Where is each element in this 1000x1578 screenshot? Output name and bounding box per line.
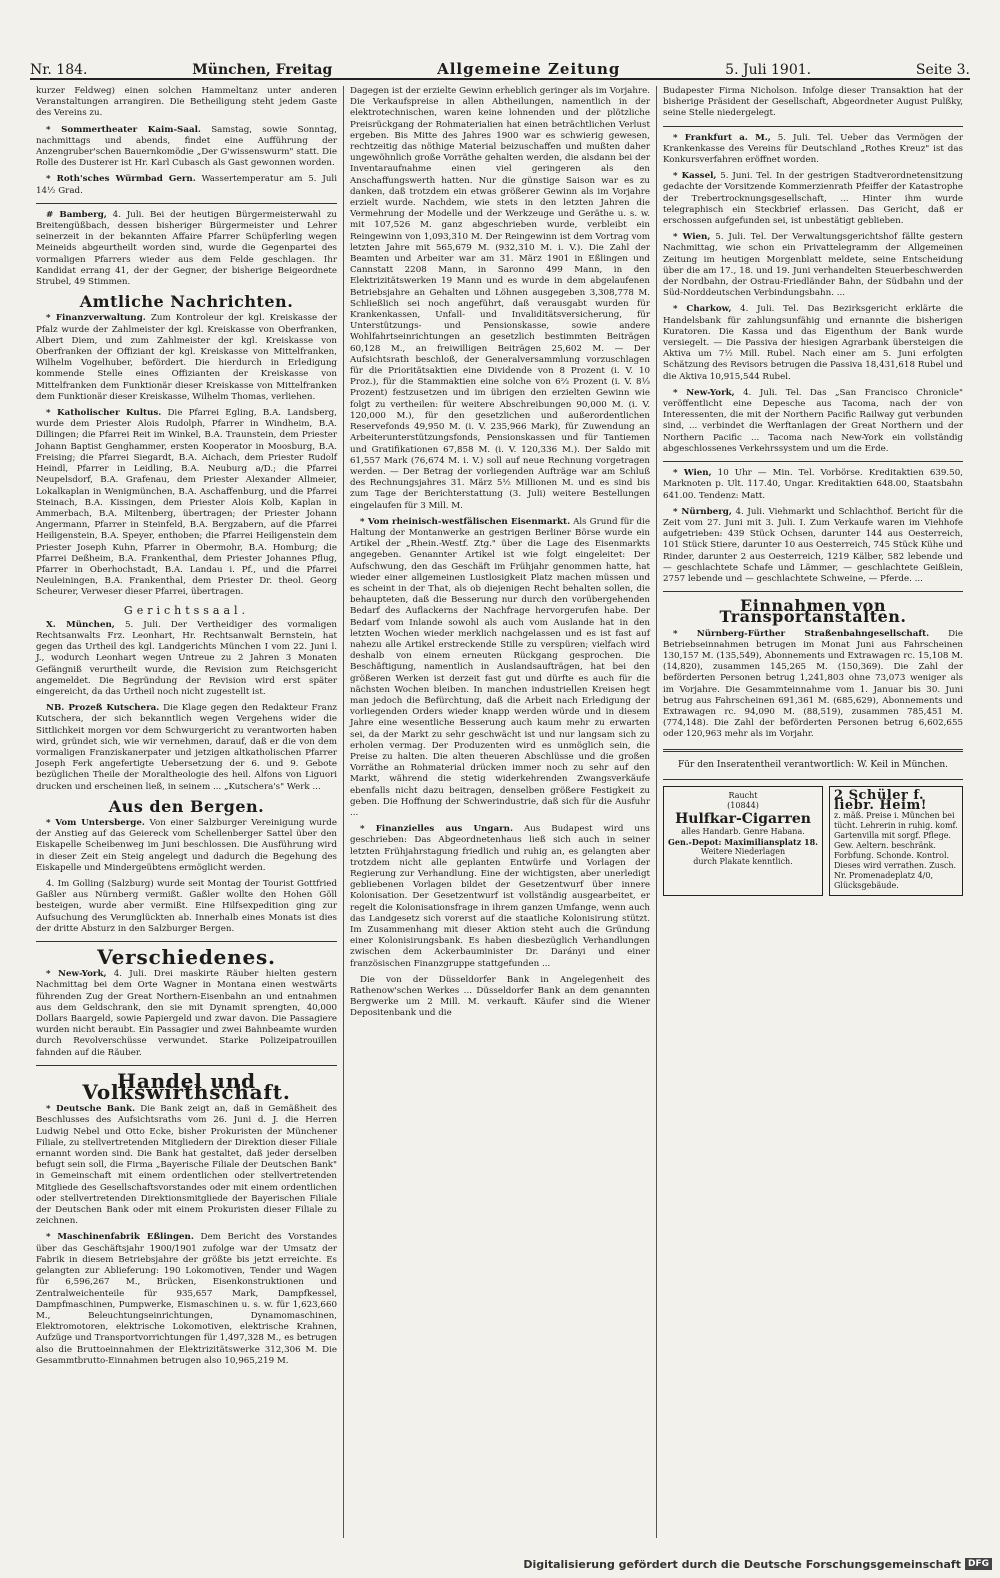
paragraph xyxy=(36,210,337,288)
paragraph xyxy=(663,629,963,741)
credit-text: Digitalisierung gefördert durch die Deutsche Forschungsgemeinschaft xyxy=(523,1557,961,1571)
section-heading: Handel und Volkswirthschaft. xyxy=(82,1068,291,1105)
divider xyxy=(36,203,337,204)
lead: * Charkow, xyxy=(673,304,732,315)
paragraph xyxy=(663,507,963,585)
issue-number: Nr. 184. xyxy=(30,62,88,78)
dfg-logo-icon: DFG xyxy=(965,1558,992,1570)
paragraph xyxy=(663,304,963,382)
ad-depot: Gen.-Depot: Maximiliansplatz 18. xyxy=(668,836,818,847)
divider xyxy=(36,941,337,942)
ad-cigars xyxy=(663,786,823,896)
section-heading: Amtliche Nachrichten. xyxy=(79,292,294,312)
lead: * Vom Untersberge. xyxy=(46,817,145,828)
body-text: Von einer Salzburger Vereinigung wurde der Anstieg auf das Geiereck vom Schellenberger Sattel über den Eiskapelle Scheibenweg im Juni beschlossen. Die Ausführung wird in dieser Zeit ein Steig angelegt und dadurch die Begehung des Eiskapelle und Mindergeübtens ermöglicht werden. xyxy=(36,817,337,873)
body-text: 4. Juli. Tel. Das „San Francisco Chronicle" veröffentlicht eine Depesche aus Tacoma, nach der von Interessenten, die mit der Northern Pacific Railway gut verbunden sind, ... verbindet die Werftanlagen der Great Northern und der Northern Pacific ... Tacoma nach New-York ein vollständig abgeschlossenes Verkehrssystem und um die Erde. xyxy=(663,387,963,454)
lead: * New-York, xyxy=(673,387,735,398)
ad-more: Weitere Niederlagen xyxy=(700,846,786,856)
paragraph xyxy=(663,468,963,502)
paragraph xyxy=(663,232,963,299)
masthead xyxy=(30,56,970,80)
issue-date: 5. Juli 1901. xyxy=(725,62,812,78)
paragraph xyxy=(36,703,337,793)
body-text: 4. Juli. Drei maskirte Räuber hielten gestern Nachmittag bei dem Orte Wagner in Montana einen westwärts führenden Zug der Great Northern-Eisenbahn an und entnahmen aus dem Geldschrank, den sie mit Dynamit sprengten, 40,000 Dollars Baargeld, sowie Papiergeld und zwar davon. Die Passagiere wurden nicht beraubt. Ein Passagier und zwei Bahnbeamte wurden durch Revolverschüsse verwundet. Starke Polizeipatrouillen fahnden auf die Räuber. xyxy=(36,969,337,1058)
lead: * Maschinenfabrik Eßlingen. xyxy=(46,1232,194,1243)
columns xyxy=(30,86,970,1538)
divider xyxy=(663,461,963,462)
ad-top: Raucht xyxy=(728,790,758,800)
ad-text: z. mäß. Preise i. München bei tücht. Lehrerin in ruhig. komf. Gartenvilla mit sorgf. Pflege. Gew. Aeltern. beschränk. Forbfung. Schonde. Kontrol. Dieses wird verrathen. Zusch. Nr. Promenadeplatz 4/0, Glücksgebäude. xyxy=(834,810,958,890)
lead: * Wien, xyxy=(673,232,711,243)
body-text: 5. Juli. Tel. Ueber das Vermögen der Krankenkasse des Vereins für Deutschland „Rothes Kreuz" ist das Konkursverfahren eröffnet worden. xyxy=(663,132,964,166)
body-text: 4. Juli. Bei der heutigen Bürgermeisterwahl zu Breitengüßbach, dessen bisheriger Bürgermeister und Lehrer seinerzeit in der bekannten Affaire Pfarrer Schüpferling wegen Meineids abgeurtheilt worden sind, wurde die Gegenpartei des vormaligen Pfarrers wieder aus dem Felde geschlagen. Ihr Kandidat errang 41, der der Gegner, der bisherige Beigeordnete Strubel, 49 Stimmen. xyxy=(36,209,337,288)
body-text: Wassertemperatur am 5. Juli 14½ Grad. xyxy=(36,174,337,196)
paragraph xyxy=(36,408,337,598)
lead: * Roth'sches Würmbad Gern. xyxy=(46,174,196,185)
divider xyxy=(663,779,963,780)
lead: * Deutsche Bank. xyxy=(46,1104,136,1115)
lead: * Finanzielles aus Ungarn. xyxy=(360,824,513,835)
section-heading: Einnahmen von Transportanstalten. xyxy=(719,596,907,627)
lead: * Katholischer Kultus. xyxy=(46,408,162,419)
paragraph xyxy=(36,818,337,874)
section-heading: Verschiedenes. xyxy=(97,945,276,970)
body-text: Aus Budapest wird uns geschrieben: Das Abgeordnetenhaus ließ sich auch in seiner letzten Frühjahrstagung friedlich und ruhig an, es gelangten aber trotzdem nicht alle geplanten Entwürfe und Vorlagen der Regierung zur Verhandlung. Eine der wichtigsten, aber unerledigt gebliebenen Vorlagen bildet der Gesetzentwurf über innere Kolonisation. Der Gesetzentwurf ist vollständig ausgearbeitet, er regelt die Kolonisationsfrage in ihrem ganzen Umfange, wenn auch das Landgesetz sich vorerst auf die staatliche Kolonisirung stützt. Im Zusammenhang mit dieser Aktion steht auch die Gründung einer Kolonisirungsbank. Es haben diesbezüglich Verhandlungen zwischen dem Ackerbauminister Dr. Darányi und einer französischen Finanzgruppe stattgefunden ... xyxy=(350,824,651,969)
body-text: 5. Juni. Tel. In der gestrigen Stadtverordnetensitzung gedachte der Vorsitzende Kommerzienrath Pfeiffer der Katastrophe der Trebertrocknungsgesellschaft, ... Hinter ihm wurde telegraphisch ein Steckbrief erlassen. Das Gericht, daß er erschossen aufgefunden sei, ist unbestätigt geblieben. xyxy=(663,171,963,227)
divider xyxy=(663,591,963,592)
body-text: Die Klage gegen den Redakteur Franz Kutschera, der sich bekanntlich wegen Vergehens wider die Sittlichkeit morgen vor dem Schwurgericht zu verantworten haben wird, gründet sich, wie wir vernehmen, darauf, daß er die von dem vormaligen Franziskanerpater und jetzigen altkatholischen Pfarrer Joseph Ferk angefertigte Uebersetzung der 6. und 9. Gebote bezüglichen Theile der Moraltheologie des heil. Alfons von Liguori drucken und erscheinen ließ, in seinem ... „Kutschera's" Werk ... xyxy=(36,703,337,792)
paragraph xyxy=(36,125,337,170)
ad-title: Hulfkar-Cigarren xyxy=(675,810,811,827)
body-text: 4. Juli. Viehmarkt und Schlachthof. Bericht für die Zeit vom 27. Juni mit 3. Juli. I. Zum Verkaufe waren im Viehhofe aufgetrieben: 439 Stück Ochsen, darunter 144 aus Oesterreich, 101 Stück Stiere, darunter 10 aus Oesterreich, 745 Stück Kühe und Rinder, darunter 2 aus Oesterreich, 1219 Kälber, 582 lebende und — geschlachtete Schafe und Lämmer, — geschlachtete Geißlein, 2757 lebende und — geschlachtete Schweine, — Pferde. ... xyxy=(663,506,963,584)
paragraph: 4. Im Golling (Salzburg) wurde seit Montag der Tourist Gottfried Gaßler aus Nürnberg vermißt. Gaßler wollte den Hohen Göll besteigen, wurde aber vermißt. Eine Hilfsexpedition ging zur Aufsuchung des Verunglückten ab. Innerhalb eines Monats ist dies der dritte Absturz in den Salzburger Bergen. xyxy=(36,879,337,934)
paragraph: Budapester Firma Nicholson. Infolge dieser Transaktion hat der bisherige Präsident der Gesellschaft, Abgeordneter August Pulßky, seine Stelle niedergelegt. xyxy=(663,86,963,119)
column-2 xyxy=(343,86,656,1538)
paragraph xyxy=(350,824,650,970)
divider xyxy=(663,749,963,752)
paragraph: Dagegen ist der erzielte Gewinn erheblich geringer als im Vorjahre. Die Verkaufspreise in allen Abtheilungen, namentlich in der elektrotechnischen, waren keine lohnenden und der plötzliche Preisrückgang der Rohmaterialien hat einen beträchtlichen Verlust ergeben. Bis Mitte des Jahres 1900 war es schwierig gewesen, rechtzeitig das nöthige Material beizuschaffen und mußten daher ungewöhnlich große Vorräthe gehalten werden, die alsdann bei der Inventaraufnahme einen viel geringeren als den Anschaffungswerth hatten. Nur die günstige Saison war es zu danken, daß trotzdem ein etwas größerer Gewinn als im Vorjahre erzielt wurde. Nachdem, wie stets in den letzten Jahren die Vermehrung der Modelle und der Werkzeuge und Geräthe u. s. w. mit 107,526 M. ganz abgeschrieben wurde, verbleibt ein Reingewinn von 1,093,310 M. Der Reingewinn ist dem Vortrag vom letzten Jahre mit 565,679 M. (932,310 M. i. V.). Die Zahl der Beamten und Arbeiter war am 31. März 1901 in Eßlingen und Cannstatt 2208 Mann, in Saronno 499 Mann, in den Elektrizitätswerken 19 Mann und es wurde in dem abgelaufenen Betriebsjahre an Gehalten und Löhnen ausgegeben 3,308,778 M. Schließlich sei noch angeführt, daß verausgabt wurden für Krankenkassen, Unfall- und Invaliditätsversicherung, für Unterstützungs- und Pensionskasse, sowie andere Wohlfahrtseinrichtungen an gesetzlich bestimmten Beiträgen 60,128 M., an freiwilligen Beiträgen 25,602 M. — Der Aufsichtsrath beschloß, der Generalversammlung vorzuschlagen für die Prioritätsaktien eine Dividende von 8 Prozent (i. V. 10 Proz.), für die Stammaktien eine solche von 6⅔ Prozent (i. V. 8⅓ Prozent) festzusetzen und im übrigen den erzielten Gewinn wie folgt zu vertheilen: für weitere Abschreibungen 90,000 M. (i. V. 120,000 M.), für den gesetzlichen und außerordentlichen Reservefonds 49,950 M. (i. V. 235,966 Mark), für Zuwendung an Arbeiterunterstützungsfonds, Pensionskassen und für Tantiemen und Gratifikationen 67,858 M. (i. V. 120,336 M.). Der Saldo mit 61,557 Mark (76,674 M. i. V.) soll auf neue Rechnung vorgetragen werden. — Der Betrag der vorliegenden Aufträge war am Schluß des Rechnungsjahres 31. März 5½ Millionen M. und es sind bis zum Tage der Berichterstattung (3. Juli) weitere Bestellungen eingelaufen für 3 Mill. M. xyxy=(350,86,650,511)
paragraph xyxy=(36,969,337,1059)
advertisements xyxy=(663,786,963,896)
place-day: München, Freitag xyxy=(192,62,333,78)
paragraph xyxy=(350,517,650,819)
divider xyxy=(663,126,963,127)
paragraph xyxy=(36,174,337,196)
ad-more2: durch Plakate kenntlich. xyxy=(693,856,793,866)
body-text: Die Pfarrei Egling, B.A. Landsberg, wurde dem Priester Alois Rudolph, Pfarrer in Windheim, B.A. Dillingen; die Pfarrei Reit im Winkel, B.A. Traunstein, dem Priester Johann Baptist Genghammer, ersten Kooperator in Moosburg, B.A. Freising; die Pfarrei Siegardt, B.A. Aichach, dem Priester Rudolf Heindl, Pfarrer in Leidling, B.A. Neuburg a/D.; die Pfarrei Neupelsdorf, B.A. Grafenau, dem Priester Alexander Allmeier, Lokalkaplan in Wenigmünchen, B.A. Aschaffenburg, und die Pfarrei Steinach, B.A. Kissingen, dem Priester Alois Kolb, Kaplan in Ammerbach, B.A. Miltenberg, übertragen; der Priester Johann Angermann, Pfarrer in Steinfeld, B.A. Bergzabern, auf die Pfarrei Heiligenstein, B.A. Speyer, enthoben; die Pfarrei Heiligenstein dem Priester Joseph Kuhn, Pfarrer in Obermohr, B.A. Homburg; die Pfarrei Deßheim, B.A. Frankenthal, dem Priester Johannes Pflug, Pfarrer in Oberhochstadt, B.A. Landau i. Pf., und die Pfarrei Neuleiningen, B.A. Frankenthal, dem Priester Dr. theol. Georg Scheurer, Verweser dieser Pfarrei, übertragen. xyxy=(36,408,337,598)
paragraph: Die von der Düsseldorfer Bank in Angelegenheit des Rathenow'schen Werkes ... Düsseldorfer Bank an dem genannten Bergwerke um 2 Mill. M. verkauft. Käufer sind die Wiener Depositenbank und die xyxy=(350,974,650,1019)
paragraph xyxy=(36,1104,337,1227)
body-text: Samstag, sowie Sonntag, nachmittags und abends, findet eine Aufführung der Anzengruber'schen Bauernkomödie „Der G'wissenswurm" statt. Die Rolle des Dusterer ist Hr. Karl Cubasch als Gast gewonnen worden. xyxy=(36,124,337,169)
ad-title: 2 Schüler f. liebr. Heim! xyxy=(834,787,927,813)
lead: * Kassel, xyxy=(673,171,717,182)
paragraph: kurzer Feldweg) einen solchen Hammeltanz unter anderen Veranstaltungen arrangiren. Die Betheiligung steht jedem Gaste des Vereins zu. xyxy=(36,86,337,119)
lead: * Nürnberg-Fürther Straßenbahngesellschaft. xyxy=(673,628,930,639)
lead: NB. Prozeß Kutschera. xyxy=(46,703,160,714)
paper-title: Allgemeine Zeitung xyxy=(437,60,621,78)
body-text: Dem Bericht des Vorstandes über das Geschäftsjahr 1900/1901 zufolge war der Umsatz der Fabrik in diesem Betriebsjahre der größte bis jetzt erreichte. Es gelangten zur Ablieferung: 190 Lokomotiven, Tender und Wagen für 6,596,267 M., Brücken, Eisenkonstruktionen und Zentralweichenteile für 935,657 Mark, Dampfkessel, Dampfmaschinen, Pumpwerke, Eismaschinen u. s. w. für 1,623,660 M., Beleuchtungseinrichtungen, Dynamomaschinen, Elektromotoren, elektrische Lokomotiven, elektrische Krahnen, Aufzüge und Transportvorrichtungen für 1,497,328 M., es betrugen also die Bruttoeinnahmen der Elektrizitätswerke 312,306 M. Die Gesammtbrutto-Einnahmen betrugen also 10,965,219 M. xyxy=(36,1232,337,1366)
lead: * Frankfurt a. M., xyxy=(673,132,771,143)
body-text: 5. Juli. Tel. Der Verwaltungsgerichtshof fällte gestern Nachmittag, wie schon ein Privattelegramm der Allgemeinen Zeitung im heutigen Morgenblatt meldete, seine Entscheidung über die am 17., 18. und 19. Juni verhandelten Steuerbeschwerden der Nordbahn, der Ostrau-Friedländer Bahn, der Südbahn und der Süd-Norddeutschen Verbindungsbahn. ... xyxy=(663,232,963,299)
body-text: 5. Juli. Der Vertheidiger des vormaligen Rechtsanwalts Frz. Leonhart, Hr. Rechtsanwalt Bernstein, hat gegen das Urtheil des kgl. Landgerichts München I vom 22. Juni l. J., wodurch Leonhart wegen Untreue zu 2 Jahren 3 Monaten Gefängniß verurtheilt wurde, die Revision zum Reichsgericht angemeldet. Die Begründung der Revision wird erst später eingereicht, da das Urtheil noch nicht zugestellt ist. xyxy=(36,619,338,697)
paragraph xyxy=(663,388,963,455)
paragraph xyxy=(663,133,963,167)
ad-sub: alles Handarb. Genre Habana. xyxy=(681,826,805,836)
digitization-credit xyxy=(523,1556,992,1572)
body-text: Die Bank zeigt an, daß in Gemäßheit des Beschlusses des Aufsichtsraths vom 26. Juni d. J. die Herren Ludwig Nebel und Otto Ecke, bisher Prokuristen der Münchener Filiale, zu stellvertretenden Mitgliedern der Direktion dieser Filiale ernannt worden sind. Die Bank hat gestaltet, daß jeder derselben befugt sein soll, die Firma „Bayerische Filiale der Deutschen Bank" in Gemeinschaft mit einem ordentlichen oder stellvertretenden Mitgliede des Gesellschaftsvorstandes oder mit einem ordentlichen oder stellvertretenden Direktionsmitgliede der Bayerischen Filiale der Deutschen Bank oder mit einem Prokuristen dieser Filiale zu zeichnen. xyxy=(36,1104,338,1227)
lead: * Wien, xyxy=(673,468,712,479)
body-text: 4. Juli. Tel. Das Bezirksgericht erklärte die Handelsbank für zahlungsunfähig und ernannte die bisherigen Kuratoren. Die Kassa und das Eigenthum der Bank wurde versiegelt. — Die Passiva der hiesigen Agrarbank übersteigen die Aktiva um 7½ Mill. Rubel. Nach einer am 5. Juni erfolgten Schätzung des Revisors betrugen die Passiva 18,431,618 Rubel und die Aktiva 10,915,544 Rubel. xyxy=(663,304,963,382)
paragraph xyxy=(36,313,337,403)
column-3 xyxy=(656,86,969,1538)
lead: * New-York, xyxy=(46,969,107,980)
paragraph xyxy=(663,171,963,227)
divider xyxy=(36,1065,337,1066)
column-1 xyxy=(30,86,343,1538)
ad-number: (10844) xyxy=(727,800,759,810)
body-text: Die Betriebseinnahmen betrugen im Monat Juni aus Fahrscheinen 130,157 M. (135,549), Abonnements und Extrawagen rc. 15,108 M. (14,820), zusammen 145,265 M. (150,369). Die Zahl der beförderten Personen betrug 1,241,803 ohne 73,073 weniger als im Vorjahre. Die Gesammteinnahme vom 1. Januar bis 30. Juni betrug aus Fahrscheinen 691,361 M. (685,629), Abonnements und Extrawagen rc. 94,090 M. (88,519), zusammen 785,451 M. (774,148). Die Zahl der beförderten Personen betrug 6,602,655 oder 120,963 mehr als im Vorjahr. xyxy=(663,628,963,740)
body-text: 10 Uhr — Min. Tel. Vorbörse. Kreditaktien 639.50, Marknoten p. Ult. 117.40, Ungar. Kreditaktien 648.00, Staatsbahn 641.00. Tendenz: Matt. xyxy=(663,468,963,501)
paragraph xyxy=(36,1232,337,1366)
lead: * Finanzverwaltung. xyxy=(46,313,146,324)
lead: * Nürnberg, xyxy=(673,506,732,517)
lead: * Sommertheater Kaim-Saal. xyxy=(46,124,201,135)
body-text: Als Grund für die Haltung der Montanwerke an gestrigen Berliner Börse wurde ein Artikel der „Rhein.-Westf. Ztg." über die Lage des Eisenmarkts angegeben. Genannter Artikel ist wie folgt eingeleitet: Der Aufschwung, den das Geschäft im Frühjahr genommen hatte, hat wieder einer allgemeinen Lustlosigkeit Platz machen müssen und es scheint in der That, als ob diejenigen Recht behalten sollen, die behaupteten, daß die Besserung nur durch den vorübergehenden Bedarf des Auflackerns der Nachfrage hervorgerufen habe. Der Bedarf vom Inlande sowohl als auch vom Auslande hat in den letzten Wochen wieder merklich nachgelassen und es ist fast auf nahezu alle Artikel erstreckende Stille zu verspüren; vielfach wird deshalb von einem erneuten Rückgang gesprochen. Die Beschäftigung, namentlich in Auslandsaufträgen, hat bei den größeren Werken ist derzeit fast gut und dürfte es auch für die nächsten Wochen bleiben. In manchen industriellen Kreisen hegt man jedoch die Befürchtung, daß die Arbeit nach Erledigung der vorliegenden Orders wieder knapp werden würde und in diesem Jahre eine wesentliche Besserung auch kaum mehr zu erwarten sei, da der Markt zu sehr geschwächt ist und nur langsam sich zu erholen vermag. Der Produzenten wird es unmöglich sein, die Preise zu halten. Die alten theueren Abschlüsse und die großen Vorräthe an Rohmaterial drücken immer noch zu sehr auf den Markt, während die stetig widerkehrenden Zwangsverkäufe ebenfalls nicht dazu beitragen, denselben größere Festigkeit zu geben. Die Hoffnung der Schwerindustrie, daß sich für die Ausfuhr ... xyxy=(350,516,650,818)
paragraph xyxy=(36,620,337,698)
lead: X. München, xyxy=(46,619,115,630)
body-text: Zum Kontroleur der kgl. Kreiskasse der Pfalz wurde der Zahlmeister der kgl. Kreiskasse von Oberfranken, Albert Diem, und zum Zahlmeister der kgl. Kreiskasse von Oberfranken der Offiziant der kgl. Kreiskasse von Mittelfranken, Wilhelm Vogelhuber, befördert. Die hierdurch in Erledigung kommende Stelle eines Offizianten der Kreiskasse von Mittelfranken dem Funktionär dieser Kreiskasse von Mittelfranken dem Funktionär dieser Kreiskasse, Wilhelm Thomas, verliehen. xyxy=(36,313,337,402)
ad-schueler xyxy=(829,786,963,896)
page-number: Seite 3. xyxy=(915,62,970,78)
lead: # Bamberg, xyxy=(46,209,107,220)
section-heading: Aus den Bergen. xyxy=(108,796,265,816)
section-heading: Gerichtssaal. xyxy=(123,603,250,617)
inserate-note: Für den Inseratentheil verantwortlich: W. Keil in München. xyxy=(677,759,949,770)
lead: * Vom rheinisch-westfälischen Eisenmarkt. xyxy=(360,516,571,527)
